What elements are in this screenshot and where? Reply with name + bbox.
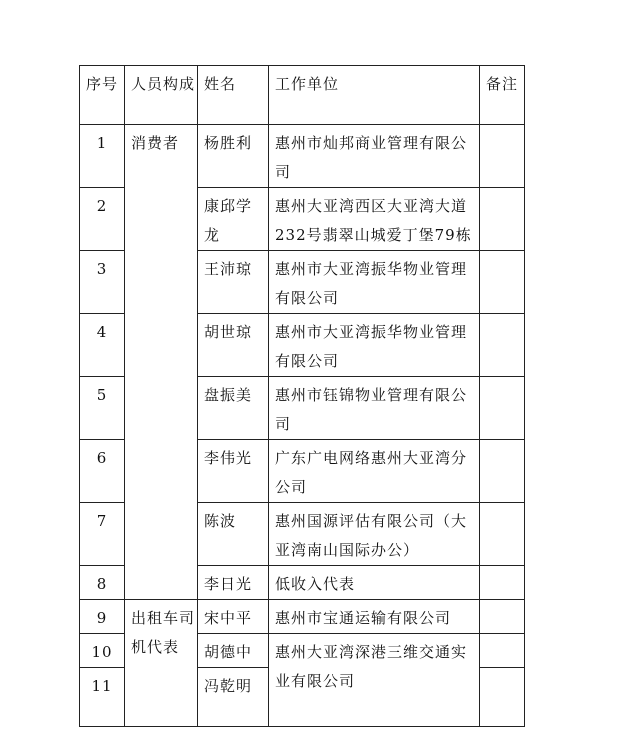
row-unit: 广东广电网络惠州大亚湾分公司 — [269, 440, 480, 503]
row-unit: 低收入代表 — [269, 566, 480, 600]
table-row — [80, 125, 525, 188]
row-unit: 惠州市宝通运输有限公司 — [269, 600, 480, 634]
row-no: 5 — [80, 377, 125, 440]
row-remark — [480, 440, 525, 503]
row-name: 盘振美 — [198, 377, 269, 440]
row-remark — [480, 314, 525, 377]
row-unit: 惠州市大亚湾振华物业管理有限公司 — [269, 251, 480, 314]
row-no: 4 — [80, 314, 125, 377]
header-unit: 工作单位 — [269, 66, 480, 125]
row-no: 3 — [80, 251, 125, 314]
row-remark — [480, 125, 525, 188]
row-unit: 惠州国源评估有限公司（大亚湾南山国际办公） — [269, 503, 480, 566]
row-name: 胡世琼 — [198, 314, 269, 377]
row-unit: 惠州市钰锦物业管理有限公司 — [269, 377, 480, 440]
table-row — [80, 600, 525, 634]
row-remark — [480, 634, 525, 668]
row-no: 6 — [80, 440, 125, 503]
row-unit: 惠州大亚湾深港三维交通实业有限公司 — [269, 634, 480, 727]
row-name: 康邱学龙 — [198, 188, 269, 251]
row-no: 10 — [80, 634, 125, 668]
header-row — [80, 66, 525, 125]
row-remark — [480, 503, 525, 566]
row-name: 王沛琼 — [198, 251, 269, 314]
row-remark — [480, 251, 525, 314]
group-taxi: 出租车司机代表 — [125, 600, 198, 727]
header-no: 序号 — [80, 66, 125, 125]
row-name: 胡德中 — [198, 634, 269, 668]
row-remark — [480, 600, 525, 634]
header-remark: 备注 — [480, 66, 525, 125]
row-unit: 惠州大亚湾西区大亚湾大道232号翡翠山城爱丁堡79栋 — [269, 188, 480, 251]
row-no: 1 — [80, 125, 125, 188]
row-remark — [480, 188, 525, 251]
row-no: 2 — [80, 188, 125, 251]
row-no: 9 — [80, 600, 125, 634]
row-remark — [480, 377, 525, 440]
row-name: 宋中平 — [198, 600, 269, 634]
row-name: 陈波 — [198, 503, 269, 566]
row-no: 8 — [80, 566, 125, 600]
header-composition: 人员构成 — [125, 66, 198, 125]
group-consumer: 消费者 — [125, 125, 198, 600]
row-name: 李日光 — [198, 566, 269, 600]
row-unit: 惠州市灿邦商业管理有限公司 — [269, 125, 480, 188]
row-name: 冯乾明 — [198, 668, 269, 727]
row-no: 11 — [80, 668, 125, 727]
personnel-table — [79, 65, 525, 727]
row-unit: 惠州市大亚湾振华物业管理有限公司 — [269, 314, 480, 377]
row-name: 杨胜利 — [198, 125, 269, 188]
row-remark — [480, 566, 525, 600]
header-name: 姓名 — [198, 66, 269, 125]
row-no: 7 — [80, 503, 125, 566]
row-remark — [480, 668, 525, 727]
row-name: 李伟光 — [198, 440, 269, 503]
